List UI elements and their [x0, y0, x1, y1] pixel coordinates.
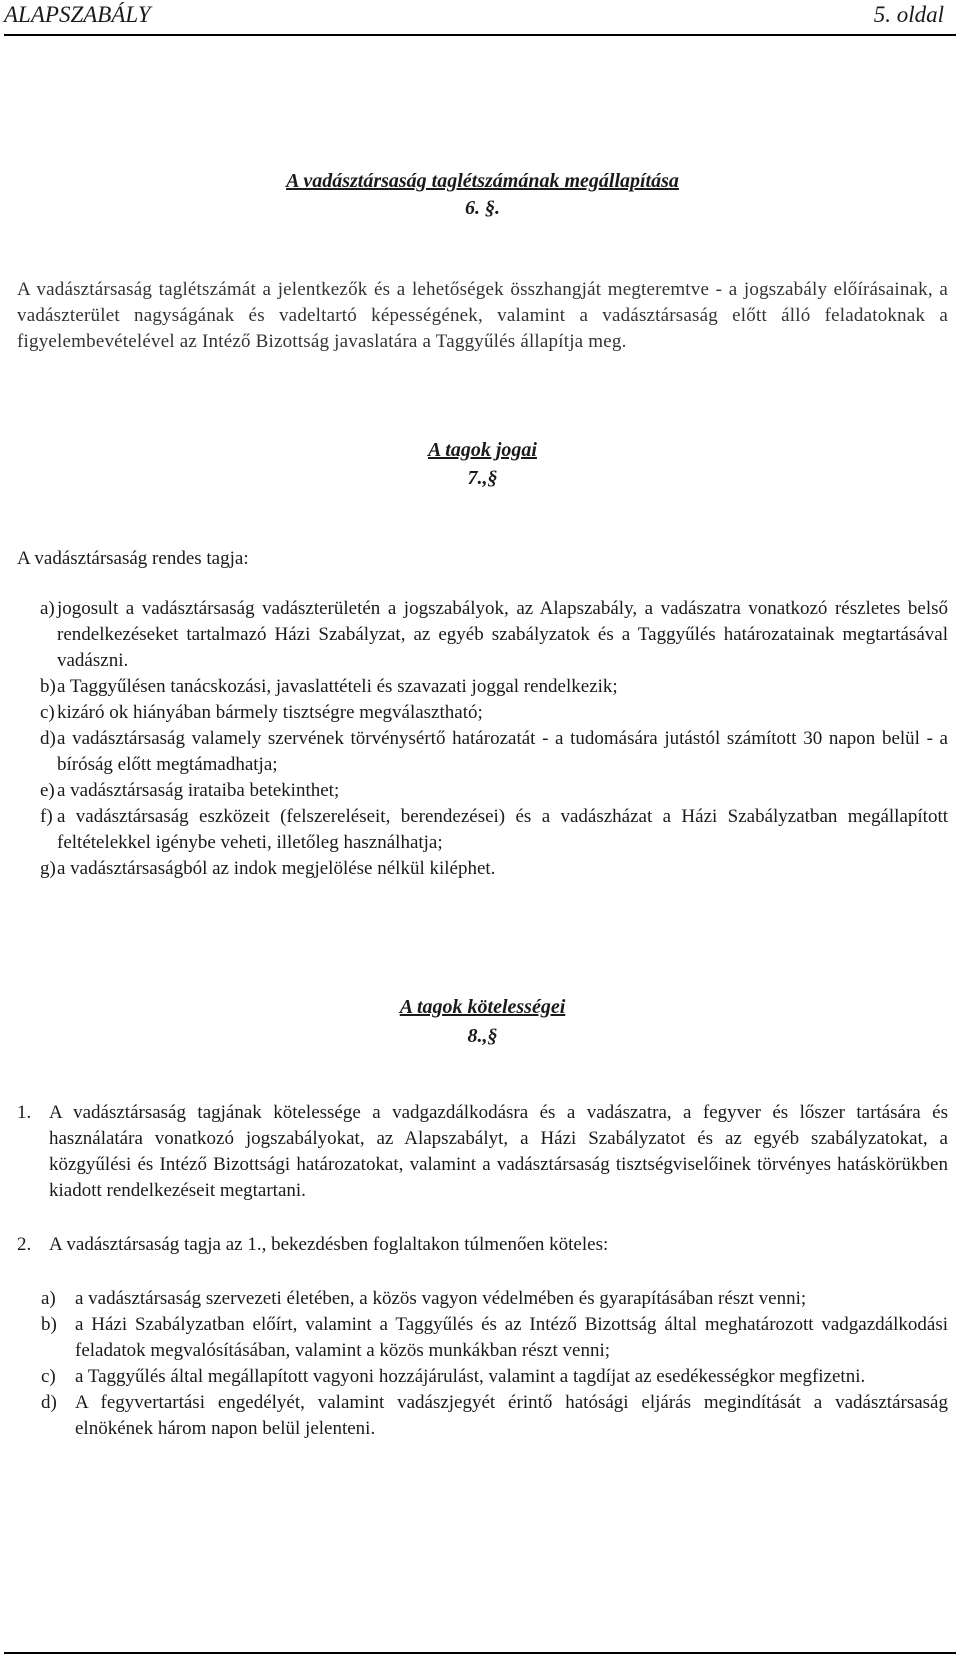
section-8-heading: A tagok kötelességei — [399, 996, 566, 1018]
list-item — [17, 726, 948, 778]
section-8-numbered-paragraph-2 — [17, 1232, 948, 1258]
paragraph-text: A vadásztársaság tagja az 1., bekezdésben foglaltakon túlmenően köteles: — [49, 1234, 609, 1255]
list-item-label: a) — [41, 1288, 56, 1309]
list-item-label: d) — [41, 1392, 57, 1413]
numbered-paragraph-1 — [17, 1100, 948, 1204]
list-item-label: a) — [40, 598, 55, 619]
list-item-label: c) — [40, 702, 55, 723]
section-8-numbered-paragraphs — [17, 1100, 948, 1204]
section-7-rights-list — [17, 596, 948, 882]
list-item-label: g) — [40, 858, 56, 879]
section-6-heading: A vadásztársaság taglétszámának megállapítása — [286, 170, 679, 192]
section-7-intro: A vadásztársaság rendes tagja: — [17, 548, 249, 569]
paragraph-text: A vadásztársaság tagjának kötelessége a vadgazdálkodásra és a vadászatra, a fegyver és lőszer tartására és használatára vonatkozó jogszabályokat, az Alapszabályt, a Házi Szabályzatot és az egyéb szabályzatokat, a közgyűlési és Intéző Bizottsági határozatokat, valamint a vadásztársaság tisztségviselőinek törvényes hatáskörükben kiadott rendelkezéseit megtartani. — [49, 1102, 948, 1201]
list-item-text: a Taggyűlésen tanácskozási, javaslattételi és szavazati joggal rendelkezik; — [57, 676, 618, 697]
section-6-number: 6. §. — [465, 197, 500, 219]
paragraph-number: 2. — [17, 1234, 32, 1255]
list-item-text: a vadásztársaság irataiba betekinthet; — [57, 780, 340, 801]
section-6-paragraph: A vadásztársaság taglétszámát a jelentkezők és a lehetőségek összhangját megteremtve - a jogszabály előírásainak, a vadászterület nagyságának és vadeltartó képességének, valamint a vadásztársaság előtt álló feladatoknak a figyelembevételével az Intéző Bizottság javaslatára a Taggyűlés állapítja meg. — [17, 279, 948, 352]
list-item-text: a vadásztársaság szervezeti életében, a közös vagyon védelmében és gyarapításában részt venni; — [75, 1288, 807, 1309]
list-item-text: a Taggyűlés által megállapított vagyoni hozzájárulást, valamint a tagdíjat az esedékességkor megfizetni. — [75, 1366, 866, 1387]
list-item-text: a vadásztársaságból az indok megjelölése nélkül kiléphet. — [57, 858, 496, 879]
list-item — [17, 674, 948, 700]
list-item — [17, 804, 948, 856]
list-item — [17, 1364, 948, 1390]
list-item — [17, 778, 948, 804]
list-item-text: A fegyvertartási engedélyét, valamint vadászjegyét érintő hatósági eljárás megindítását a vadásztársaság elnökének három napon belül jelenteni. — [75, 1392, 948, 1439]
list-item-label: c) — [41, 1366, 56, 1387]
list-item-text: kizáró ok hiányában bármely tisztségre megválasztható; — [57, 702, 483, 723]
section-8-number: 8.,§ — [467, 1025, 498, 1047]
section-7-number: 7.,§ — [467, 467, 498, 489]
section-7-heading: A tagok jogai — [428, 439, 537, 461]
list-item-label: f) — [40, 806, 53, 827]
list-item-label: b) — [41, 1314, 57, 1335]
list-item-text: a vadásztársaság eszközeit (felszereléseit, berendezései) és a vadászházat a Házi Szabályzatban megállapított feltételekkel igénybe veheti, illetőleg használhatja; — [57, 806, 948, 853]
list-item-label: d) — [40, 728, 56, 749]
document-title: ALAPSZABÁLY — [4, 2, 151, 27]
list-item-text: a Házi Szabályzatban előírt, valamint a Taggyűlés és az Intéző Bizottság által meghatározott vadgazdálkodási feladatok megvalósításában, valamint a közös munkákban részt venni; — [75, 1314, 948, 1361]
numbered-paragraph-2 — [17, 1232, 948, 1258]
footer-rule — [4, 1652, 956, 1654]
section-8-duties-list — [17, 1286, 948, 1442]
page-number: 5. oldal — [873, 2, 944, 27]
list-item-label: b) — [40, 676, 56, 697]
list-item — [17, 1312, 948, 1364]
list-item-label: e) — [40, 780, 55, 801]
paragraph-number: 1. — [17, 1102, 32, 1123]
list-item — [17, 1286, 948, 1312]
list-item — [17, 856, 948, 882]
page-header — [4, 0, 956, 36]
list-item-text: a vadásztársaság valamely szervének törvénysértő határozatát - a tudomására jutástól számított 30 napon belül - a bíróság előtt megtámadhatja; — [57, 728, 948, 775]
list-item-text: jogosult a vadásztársaság vadászterületén a jogszabályok, az Alapszabály, a vadászatra vonatkozó részletes belső rendelkezéseket tartalmazó Házi Szabályzat, az egyéb szabályzatok és a Taggyűlés határozatainak megtartásával vadászni. — [57, 598, 948, 671]
list-item — [17, 700, 948, 726]
list-item — [17, 1390, 948, 1442]
list-item — [17, 596, 948, 674]
